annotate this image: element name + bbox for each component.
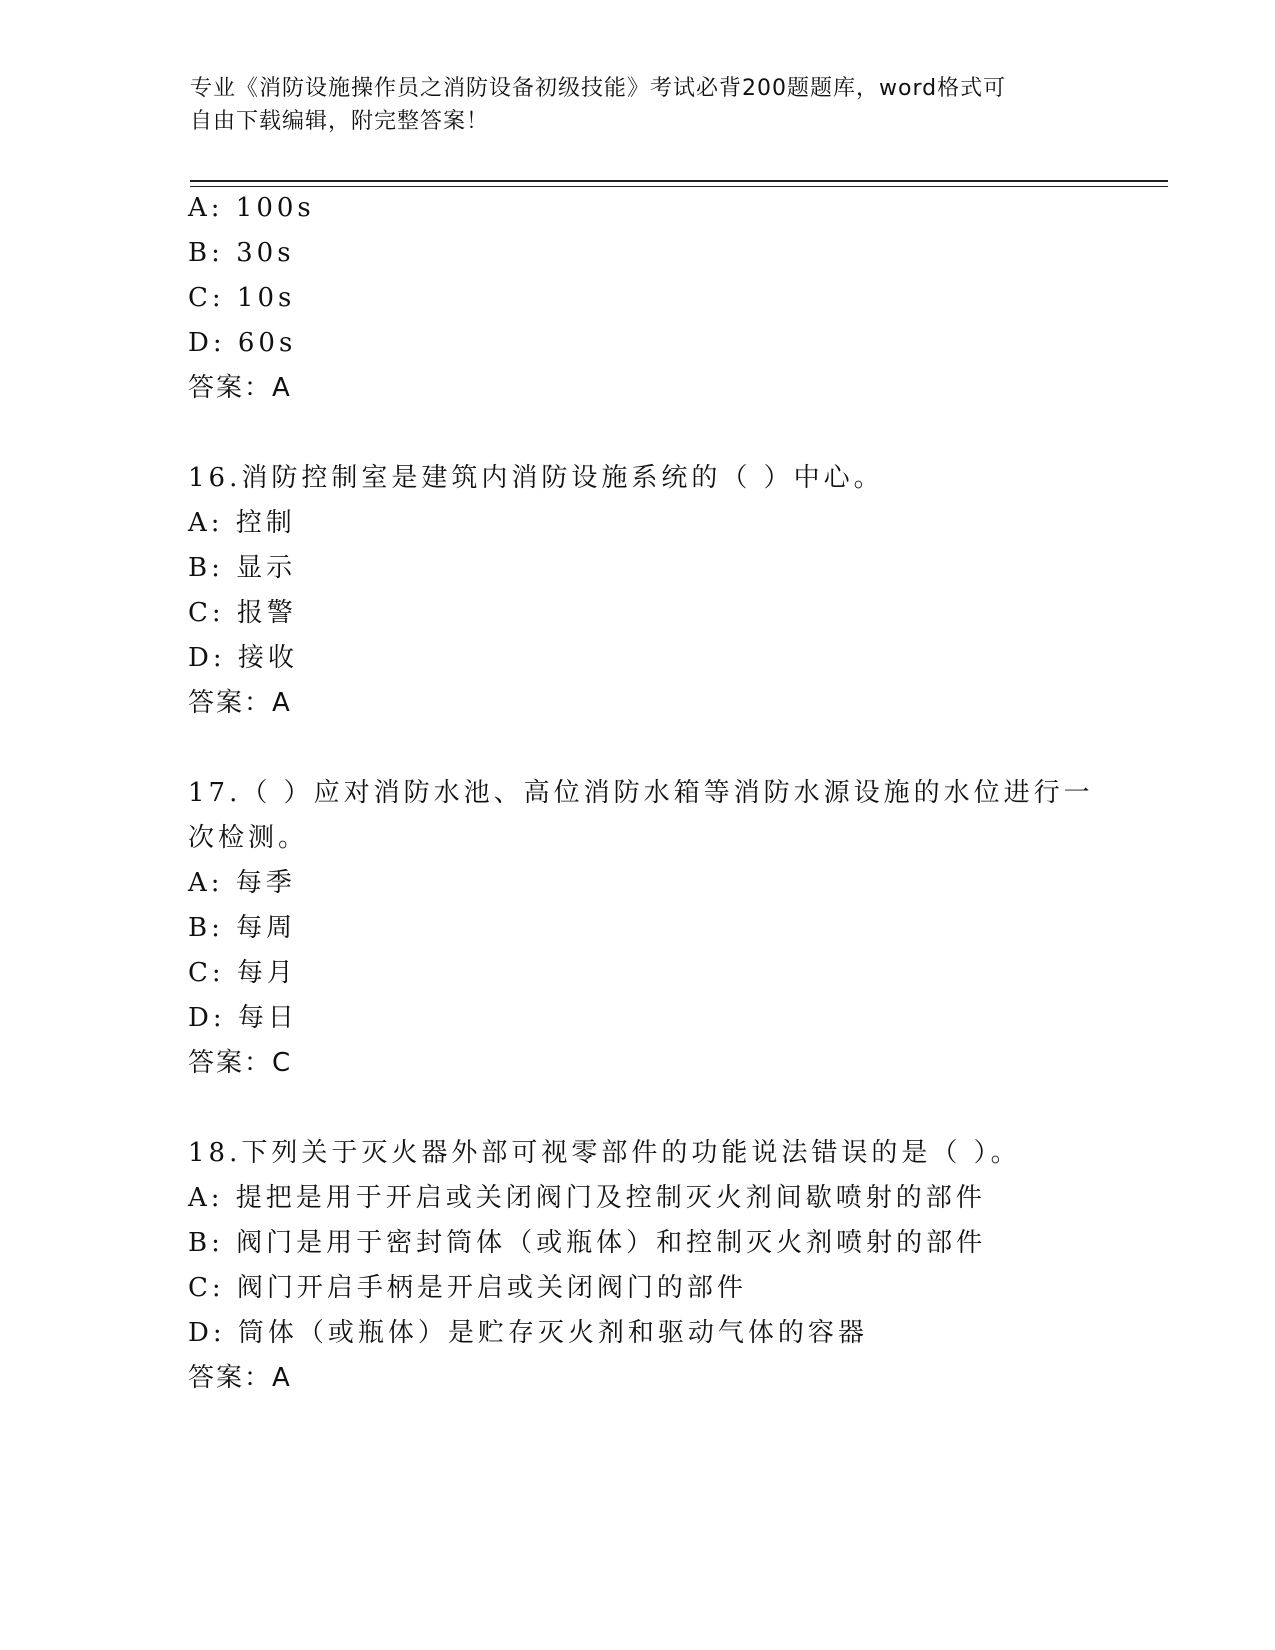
q15-option-b: B: 30s [188,238,295,268]
q18-stem: 18.下列关于灭火器外部可视零部件的功能说法错误的是（ ）。 [188,1138,1021,1168]
q17-option-a: A: 每季 [188,868,296,898]
q17-stem-line-1: 17.（ ）应对消防水池、高位消防水箱等消防水源设施的水位进行一 [188,778,1094,808]
q17-option-c: C: 每月 [188,958,297,988]
q17-option-d: D: 每日 [188,1003,298,1033]
q16-option-d: D: 接收 [188,643,298,673]
header-divider-thin [190,186,1168,187]
document-header [190,72,1070,138]
q17-answer: 答案：C [188,1048,293,1078]
q16-stem: 16.消防控制室是建筑内消防设施系统的（ ）中心。 [188,463,884,493]
q18-option-d: D: 筒体（或瓶体）是贮存灭火剂和驱动气体的容器 [188,1318,868,1348]
header-line-2: 自由下载编辑，附完整答案！ [190,109,490,134]
q15-option-c: C: 10s [188,283,296,313]
q17-option-b: B: 每周 [188,913,297,943]
q17-stem-line-2: 次检测。 [188,823,309,853]
q18-option-a: A: 提把是用于开启或关闭阀门及控制灭火剂间歇喷射的部件 [188,1183,986,1213]
q15-option-a: A: 100s [188,193,315,223]
q16-option-c: C: 报警 [188,598,297,628]
q16-option-a: A: 控制 [188,508,296,538]
header-line-1: 专业《消防设施操作员之消防设备初级技能》考试必背200题题库，word格式可 [190,76,1007,101]
q15-answer: 答案：A [188,373,292,403]
q18-answer: 答案：A [188,1363,292,1393]
q15-option-d: D: 60s [188,328,297,358]
q16-answer: 答案：A [188,688,292,718]
q18-option-c: C: 阀门开启手柄是开启或关闭阀门的部件 [188,1273,747,1303]
q16-option-b: B: 显示 [188,553,297,583]
q18-option-b: B: 阀门是用于密封筒体（或瓶体）和控制灭火剂喷射的部件 [188,1228,987,1258]
header-divider [190,180,1168,182]
